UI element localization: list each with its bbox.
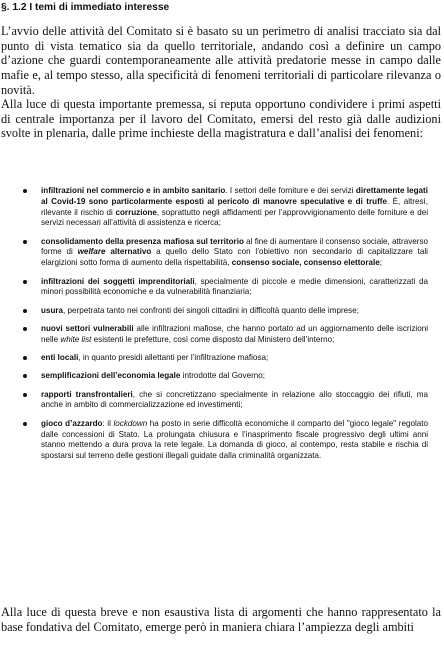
bullet-dot bbox=[23, 280, 27, 284]
list-item: infiltrazioni dei soggetti imprenditoriali, specialmente di piccole e medie dimensioni, caratterizzati da minori possibilità economiche e da vulnerabilità finanziaria; bbox=[0, 277, 444, 299]
bullet-dot bbox=[23, 356, 27, 360]
list-item: rapporti transfrontalieri, che si concretizzano specialmente in relazione allo stoccaggio dei rifiuti, ma anche in ambito di commercializzazione ed investimenti; bbox=[0, 390, 444, 412]
intro-paragraph: L’avvio delle attività del Comitato si è basato su un perimetro di analisi tracciato sia dal punto di vista tematico sia da quello territoriale, andando così a definire un campo d’azione che guardi contemporaneamente alle attività predatorie messe in campo dalle mafie e, al tempo stesso, alla specificità di fenomeni territoriali di particolare rilevanza o novità. bbox=[1, 24, 441, 97]
list-item: semplificazioni dell’economia legale introdotte dal Governo; bbox=[0, 371, 444, 382]
bullet-dot bbox=[23, 189, 27, 193]
section-heading: §. 1.2 I temi di immediato interesse bbox=[1, 2, 170, 13]
bullet-dot bbox=[23, 393, 27, 397]
list-item: enti locali, in quanto presidi allettanti per l’infiltrazione mafiosa; bbox=[0, 353, 444, 364]
bullet-dot bbox=[23, 374, 27, 378]
bullet-dot bbox=[23, 422, 27, 426]
bullet-dot bbox=[23, 240, 27, 244]
list-item: consolidamento della presenza mafiosa sul territorio al fine di aumentare il consenso sociale, attraverso forme di welfare alternativo a quello dello Stato con l’obiettivo non secondario di capitalizzare tali elargizioni sotto forma di aumento della rispettabilità, consenso sociale, consenso elettorale; bbox=[0, 237, 444, 269]
bullet-dot bbox=[23, 309, 27, 313]
list-item: usura, perpetrata tanto nei confronti dei singoli cittadini in difficoltà quanto delle imprese; bbox=[0, 306, 444, 317]
list-item: nuovi settori vulnerabili alle infiltrazioni mafiose, che hanno portato ad un aggiornamento delle iscrizioni nelle white list esistenti le prefetture, così come disposto dal Ministero dell’interno; bbox=[0, 324, 444, 346]
list-item: infiltrazioni nel commercio e in ambito sanitario. I settori delle forniture e dei servizi direttamente legati al Covid-19 sono particolarmente esposti al pericolo di manovre speculative e di truffe. È, altresì, rilevante il rischio di corruzione, soprattutto negli affidamenti per l’approvvigionamento delle forniture e dei servizi necessari all’attività di assistenza e ricerca; bbox=[0, 186, 444, 229]
premise-paragraph: Alla luce di questa importante premessa, si reputa opportuno condividere i primi aspetti di centrale importanza per il lavoro del Comitato, emersi del resto già dalle audizioni svolte in plenaria, dalle prime inchieste della magistratura e dall’analisi dei fenomeni: bbox=[1, 97, 441, 141]
list-item: gioco d’azzardo: il lockdown ha posto in serie difficoltà economiche il comparto del "gioco legale" regolato dalle concessioni di Stato. La prolungata chiusura e l’inasprimento fiscale progressivo degli ultimi anni stanno mettendo a dura prova la rete legale. La domanda di gioco, al contempo, resta stabile e rischia di spostarsi sul terreno delle gestioni illegali guidate dalla criminalità organizzata. bbox=[0, 419, 444, 462]
closing-paragraph: Alla luce di questa breve e non esaustiva lista di argomenti che hanno rappresentato la base fondativa del Comitato, emerge però in maniera chiara l’ampiezza degli ambiti bbox=[1, 605, 441, 634]
topics-list bbox=[0, 186, 444, 469]
bullet-dot bbox=[23, 327, 27, 331]
